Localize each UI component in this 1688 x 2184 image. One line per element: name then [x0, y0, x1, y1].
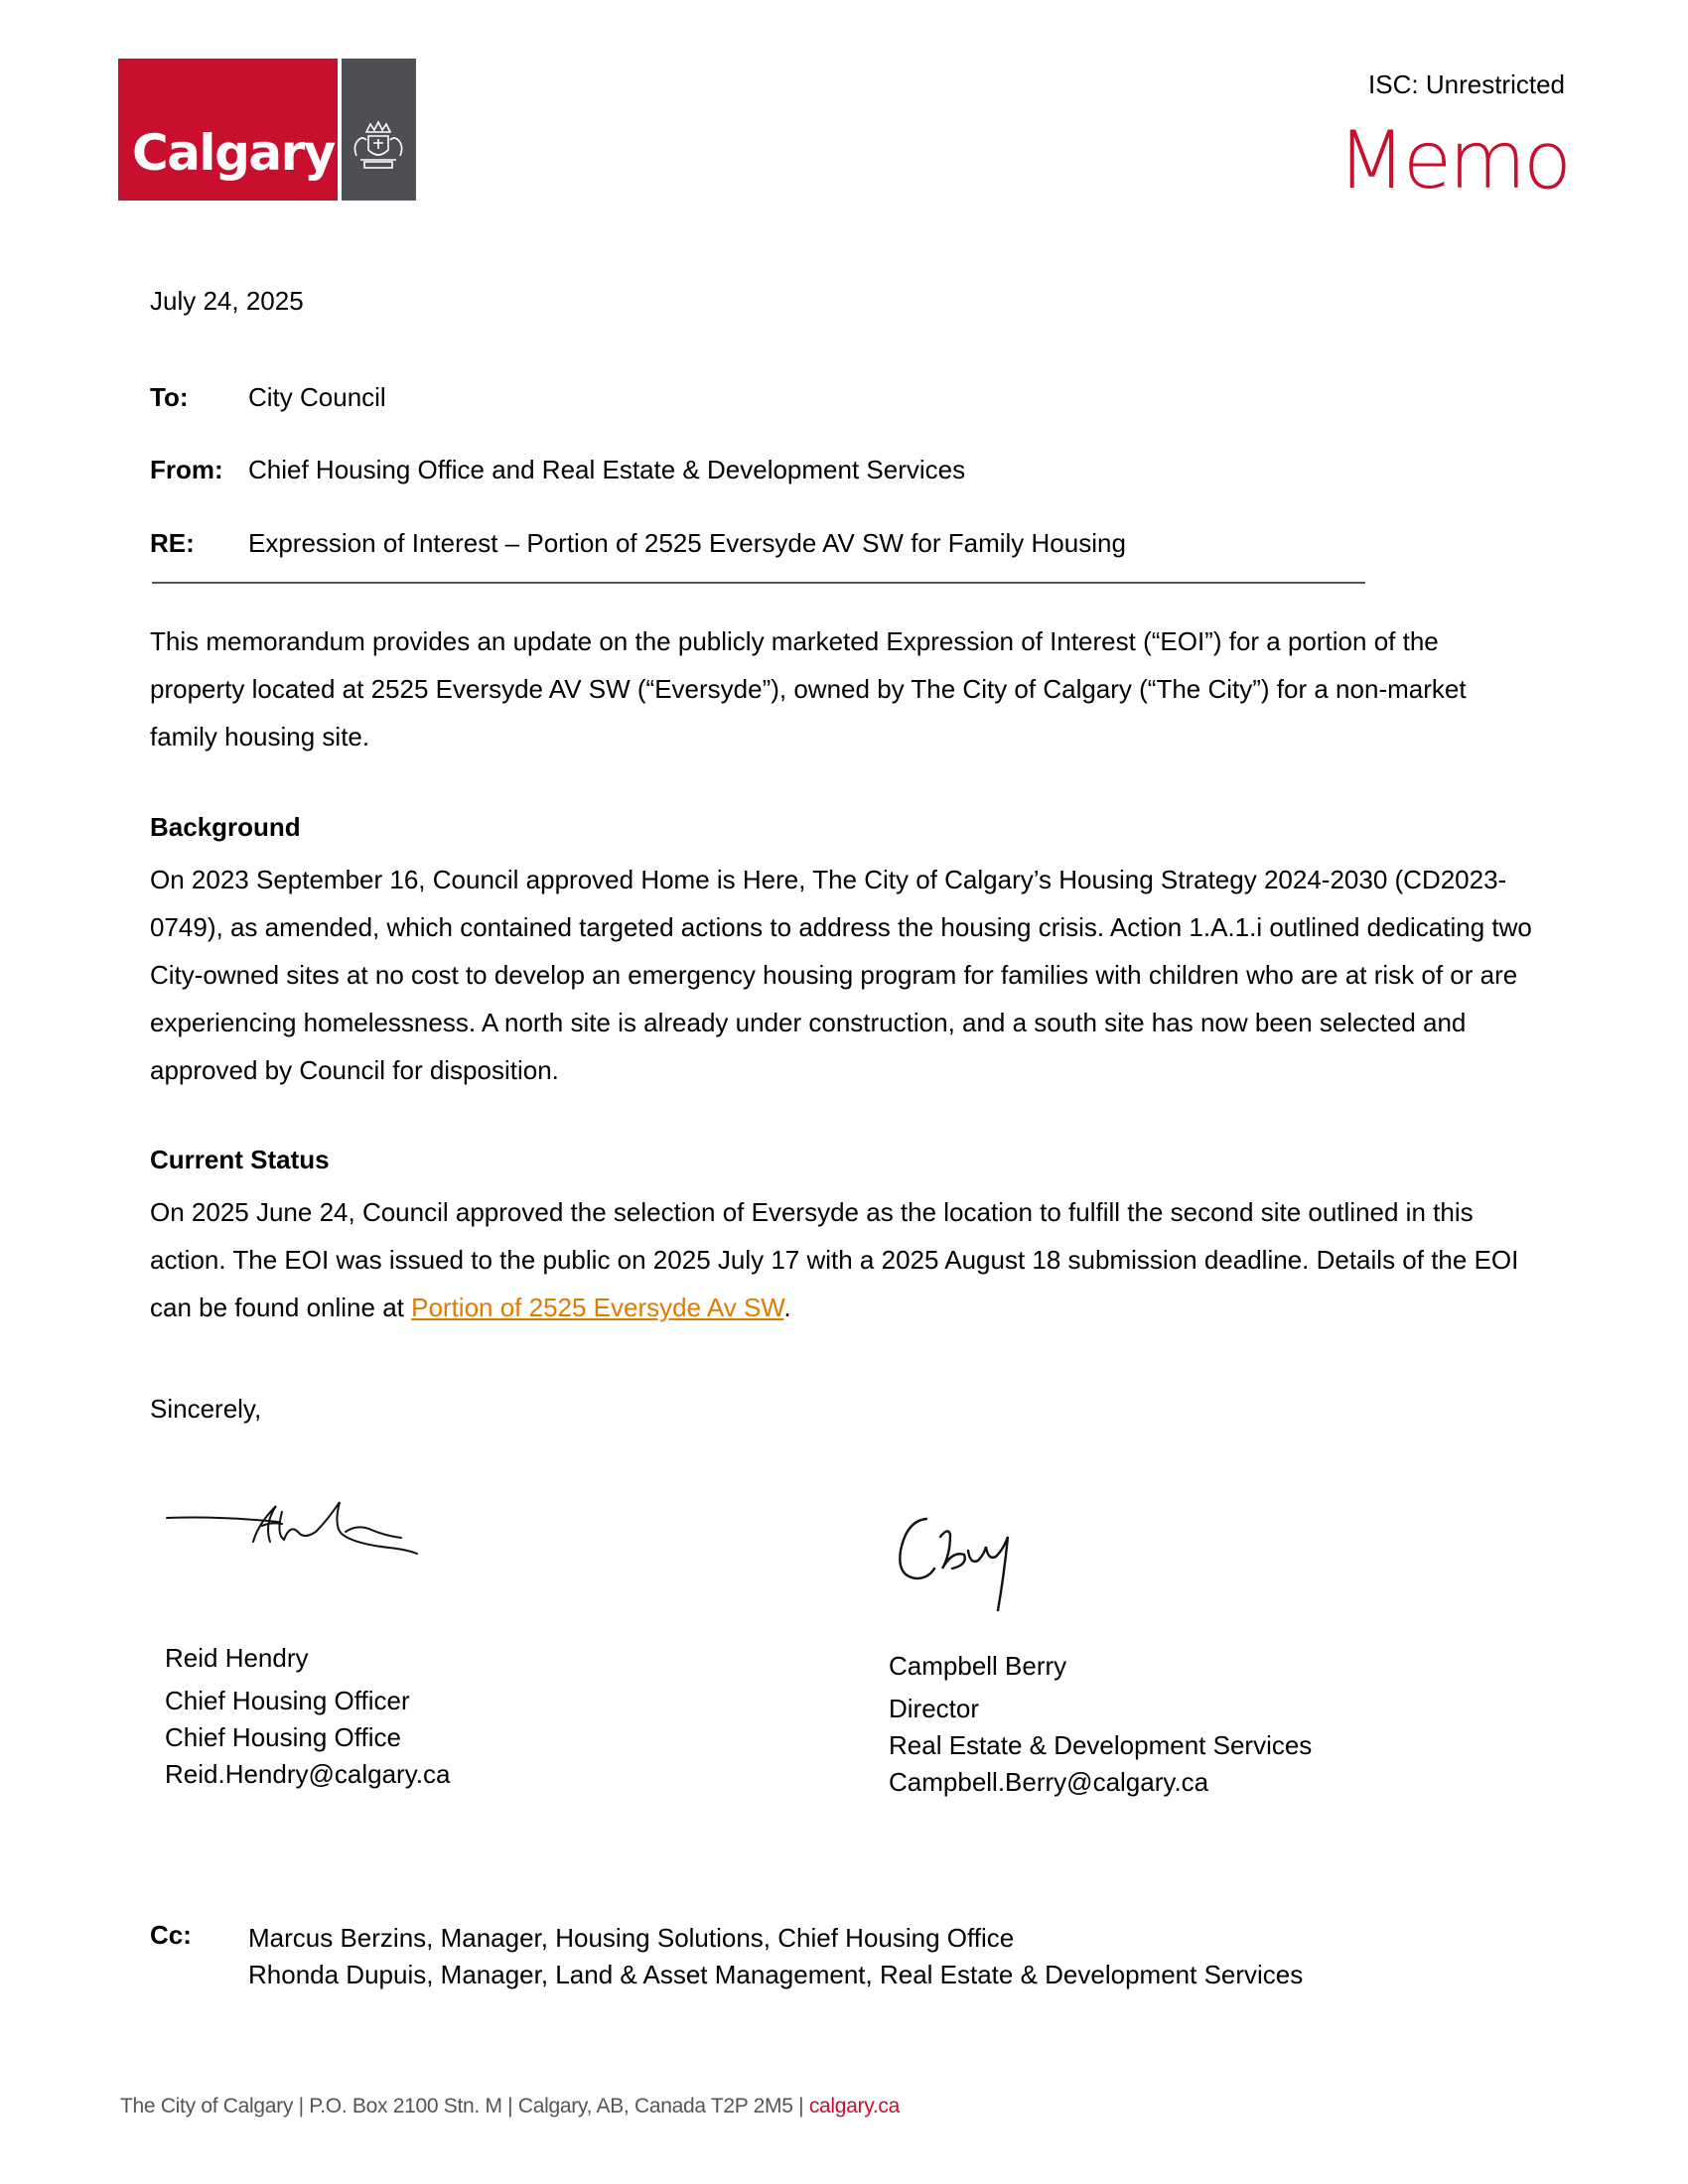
reid-hendry-signature	[159, 1494, 427, 1573]
background-heading: Background	[150, 812, 301, 842]
status-end: .	[783, 1293, 791, 1322]
document-type-title: Memo	[1336, 114, 1569, 206]
header-divider	[152, 582, 1365, 584]
city-crest-icon	[347, 116, 411, 176]
cc-recipient: Marcus Berzins, Manager, Housing Solutions, Chief Housing Office	[248, 1923, 1015, 1953]
signatory-email: Campbell.Berry@calgary.ca	[889, 1767, 1209, 1797]
signatory-title: Director	[889, 1694, 980, 1723]
footer	[120, 2095, 900, 2118]
current-status-heading: Current Status	[150, 1145, 330, 1174]
intro-paragraph: This memorandum provides an update on the publicly marketed Expression of Interest (“EOI”) for a portion of the property located at 2525 Eversyde AV SW (“Eversyde”), owned by The City of Calgary (“The City”) for a non-market family housing site.	[150, 626, 1467, 751]
closing: Sincerely,	[150, 1394, 262, 1424]
signatory-title: Chief Housing Officer	[165, 1686, 410, 1715]
memo-date: July 24, 2025	[150, 286, 304, 316]
footer-address: The City of Calgary | P.O. Box 2100 Stn. M | Calgary, AB, Canada T2P 2M5 |	[120, 2095, 809, 2117]
cc-list	[248, 1920, 1303, 1993]
cc-label: Cc:	[150, 1920, 192, 1950]
to-label: To:	[150, 382, 189, 412]
from-value: Chief Housing Office and Real Estate & Development Services	[248, 455, 966, 484]
re-value: Expression of Interest – Portion of 2525 Eversyde AV SW for Family Housing	[248, 528, 1126, 558]
signatory-name: Reid Hendry	[165, 1643, 309, 1673]
re-label: RE:	[150, 528, 195, 558]
city-logo	[118, 59, 416, 201]
status-text: On 2025 June 24, Council approved the selection of Eversyde as the location to fulfill the second site outlined in this action. The EOI was issued to the public on 2025 July 17 with a 2025 August 18 submission deadline. Details of the EOI can be found online at	[150, 1197, 1519, 1322]
current-status-paragraph	[150, 1188, 1540, 1331]
logo-grey-block	[342, 59, 416, 201]
signatory-2	[889, 1648, 1312, 1801]
eoi-link[interactable]: Portion of 2525 Eversyde Av SW	[411, 1293, 784, 1322]
logo-red-block	[118, 59, 338, 201]
to-value: City Council	[248, 382, 386, 412]
signatory-email: Reid.Hendry@calgary.ca	[165, 1759, 451, 1789]
background-paragraph: On 2023 September 16, Council approved Home is Here, The City of Calgary’s Housing Strategy 2024-2030 (CD2023-0749), as amended, which contained targeted actions to address the housing crisis. Action 1.A.1.i outlined dedicating two City-owned sites at no cost to develop an emergency housing program for families with children who are at risk of or are experiencing homelessness. A north site is already under construction, and a south site has now been selected and approved by Council for disposition.	[150, 865, 1532, 1085]
signatory-department: Real Estate & Development Services	[889, 1730, 1313, 1760]
signatory-1	[165, 1640, 450, 1793]
signatory-name: Campbell Berry	[889, 1651, 1067, 1681]
security-classification: ISC: Unrestricted	[1368, 69, 1565, 99]
signatory-department: Chief Housing Office	[165, 1722, 401, 1752]
campbell-berry-signature	[889, 1507, 1067, 1646]
logo-wordmark: Calgary	[132, 124, 335, 182]
from-label: From:	[150, 455, 223, 484]
cc-recipient: Rhonda Dupuis, Manager, Land & Asset Management, Real Estate & Development Services	[248, 1960, 1304, 1989]
footer-website-link[interactable]: calgary.ca	[808, 2095, 900, 2117]
